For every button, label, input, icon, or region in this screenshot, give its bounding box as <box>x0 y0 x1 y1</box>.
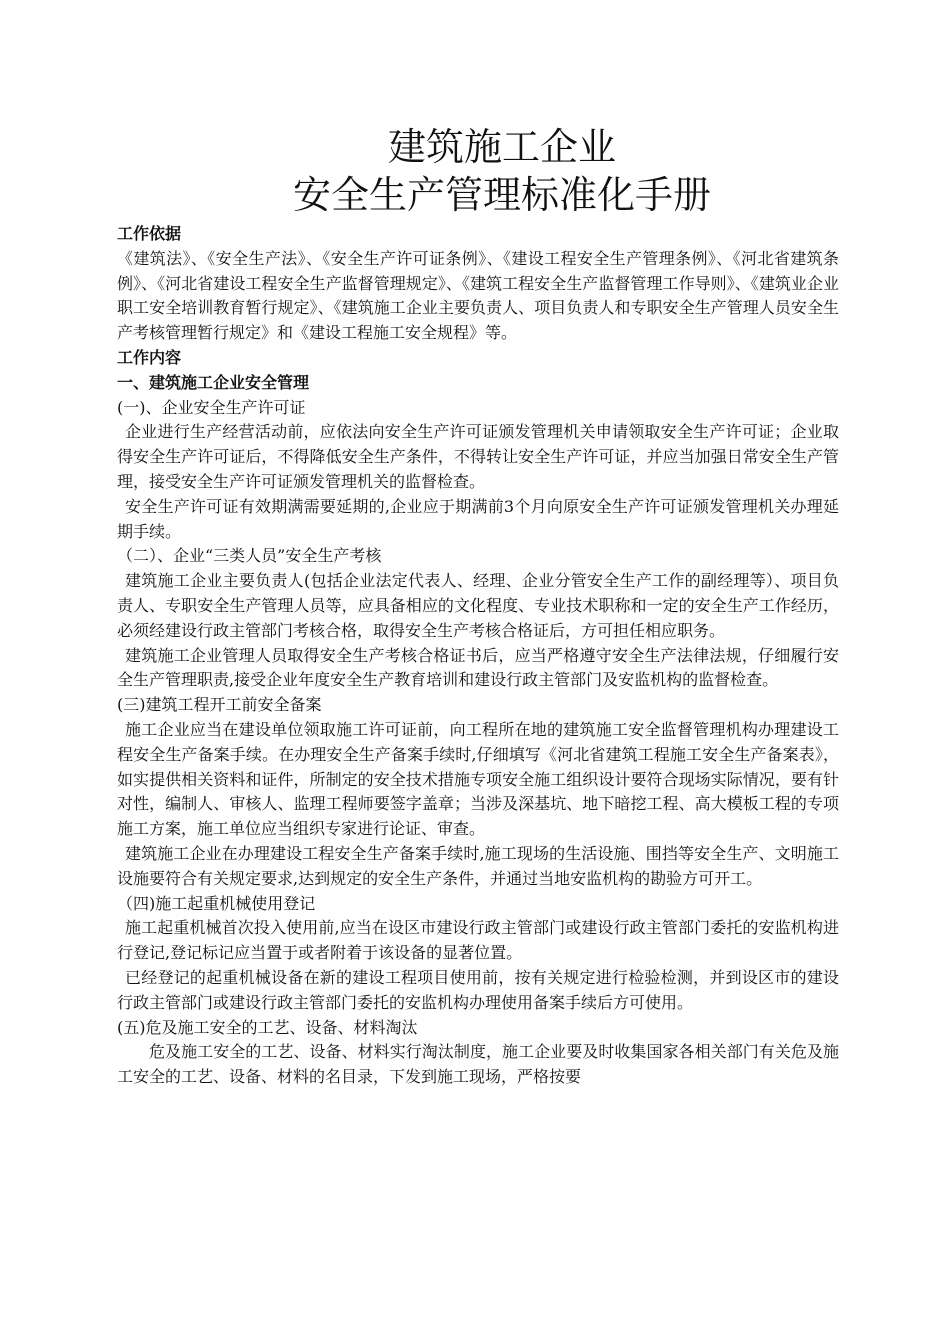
title-line-2: 安全生产管理标准化手册 <box>292 173 711 217</box>
sub4-paragraph-2: 已经登记的起重机械设备在新的建设工程项目使用前，按有关规定进行检验检测，并到设区市的建设行政主管部门或建设行政主管部门委托的安监机构办理使用备案手续后方可使用。 <box>117 967 839 1012</box>
content-heading: 工作内容 <box>117 347 182 367</box>
sub2-paragraph-2: 建筑施工企业管理人员取得安全生产考核合格证书后，应当严格遵守安全生产法律法规，仔细履行安全生产管理职责,接受企业年度安全生产教育培训和建设行政主管部门及安监机构的监督检查。 <box>117 645 839 690</box>
sub1-heading: (一)、企业安全生产许可证 <box>117 397 306 417</box>
sub2-heading: （二）、企业“三类人员”安全生产考核 <box>117 546 382 566</box>
sub2-paragraph-1: 建筑施工企业主要负责人(包括企业法定代表人、经理、企业分管安全生产工作的副经理等）、项目负责人、专职安全生产管理人员等，应具备相应的文化程度、专业技术职称和一定的安全生产工作经历，必须经建设行政主管部门考核合格，取得安全生产考核合格证后，方可担任相应职务。 <box>117 571 839 640</box>
basis-paragraph: 《建筑法》、《安全生产法》、《安全生产许可证条例》、《建设工程安全生产管理条例》、《河北省建筑条例》、《河北省建设工程安全生产监督管理规定》、《建筑工程安全生产监督管理工作导则》、《建筑业企业职工安全培训教育暂行规定》、《建筑施工企业主要负责人、项目负责人和专职安全生产管理人员安全生产考核管理暂行规定》和《建设工程施工安全规程》等。 <box>117 248 839 343</box>
sub1-paragraph-1: 企业进行生产经营活动前，应依法向安全生产许可证颁发管理机关申请领取安全生产许可证；企业取得安全生产许可证后，不得降低安全生产条件，不得转让安全生产许可证，并应当加强日常安全生产管理，接受安全生产许可证颁发管理机关的监督检查。 <box>117 422 839 491</box>
sub5-heading: (五)危及施工安全的工艺、设备、材料淘汰 <box>117 1017 418 1037</box>
sub4-paragraph-1: 施工起重机械首次投入使用前,应当在设区市建设行政主管部门或建设行政主管部门委托的安监机构进行登记,登记标记应当置于或者附着于该设备的显著位置。 <box>117 918 839 963</box>
document-body <box>117 222 839 1090</box>
title-line-1: 建筑施工企业 <box>387 125 616 169</box>
part1-heading: 一、建筑施工企业安全管理 <box>117 372 310 392</box>
sub4-heading: （四)施工起重机械使用登记 <box>117 893 316 913</box>
sub3-paragraph-1: 施工企业应当在建设单位领取施工许可证前，向工程所在地的建筑施工安全监督管理机构办理建设工程安全生产备案手续。在办理安全生产备案手续时,仔细填写《河北省建筑工程施工安全生产备案表》，如实提供相关资料和证件，所制定的安全技术措施专项安全施工组织设计要符合现场实际情况，要有针对性，编制人、审核人、监理工程师要签字盖章；当涉及深基坑、地下暗挖工程、高大模板工程的专项施工方案，施工单位应当组织专家进行论证、审查。 <box>117 719 839 839</box>
sub5-paragraph-1: 危及施工安全的工艺、设备、材料实行淘汰制度，施工企业要及时收集国家各相关部门有关危及施工安全的工艺、设备、材料的名目录，下发到施工现场，严格按要 <box>117 1042 839 1087</box>
sub3-heading: (三)建筑工程开工前安全备案 <box>117 695 322 715</box>
basis-heading: 工作依据 <box>117 224 182 243</box>
document-title <box>0 123 950 219</box>
sub1-paragraph-2: 安全生产许可证有效期满需要延期的,企业应于期满前3个月向原安全生产许可证颁发管理机关办理延期手续。 <box>117 496 839 541</box>
sub3-paragraph-2: 建筑施工企业在办理建设工程安全生产备案手续时,施工现场的生活设施、围挡等安全生产、文明施工设施要符合有关规定要求,达到规定的安全生产条件，并通过当地安监机构的勘验方可开工。 <box>117 843 839 888</box>
